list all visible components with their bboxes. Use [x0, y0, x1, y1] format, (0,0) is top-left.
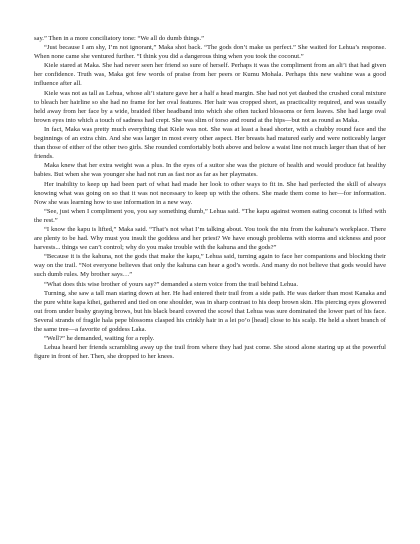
paragraph-9: “I know the kapu is lifted,” Maka said. “That’s not what I’m talking about. You took the niu from the kahuna’s workplace. There are plenty to be had. Why must you insult the goddess and her priest? We have enough problems with storms and sickness and poor harvests... things we can’t control; why do you make trouble with the kahuna and the gods?” — [34, 225, 386, 252]
paragraph-7: Her inability to keep up had been part of what had made her look to other ways to fit in. She had perfected the skill of always knowing what was going on so that it was not necessary to keep up with the others. She made them come to her—for information. Now she was learning how to use information in a new way. — [34, 180, 386, 206]
paragraph-8: “See, just when I compliment you, you say something dumb,” Lehua said. “The kapu against women eating coconut is lifted with the rest.” — [34, 207, 386, 224]
paragraph-2: “Just because I am shy, I’m not ignorant,” Maka shot back. “The gods don’t make us perfect.” She waited for Lehua’s response. When none came she ventured further. “I think you did a dangerous thing when you took the coconut.” — [34, 44, 386, 61]
paragraph-10: “Because it is the kahuna, not the gods that make the kapu,” Lehua said, turning again to face her companions and blocking their way on the trail. “Not everyone believes that only the kahuna can hear a god’s words. And many do not believe that gods would have such dumb rules. My brother says…” — [34, 253, 386, 279]
paragraph-14: Lehua heard her friends scrambling away up the trail from where they had just come. She stood alone staring up at the powerful figure in front of her. Then, she dropped to her knees. — [34, 344, 386, 361]
paragraph-12: Turning, she saw a tall man staring down at her. He had entered their trail from a side path. He was darker than most Kanaka and the pure white kapa kihei, gathered and tied on one shoulder, was in sharp contrast to his deep brown skin. His piercing eyes glowered out from under bushy graying brows, but his black beard covered the scowl that Lehua was sure dominated the lower part of his face. Several strands of fragile hala pepe blossoms clasped his crinkly hair in a lei po’o [head] close to his scalp. He held a short branch of the same tree—a favorite of goddess Laka. — [34, 289, 386, 333]
paragraph-3: Kiele stared at Maka. She had never seen her friend so sure of herself. Perhaps it was the compliment from an ali’i that had given her confidence. Truth was, Maka got few words of praise from her peers or Kumu Mohala. Perhaps this new wahine was a good influence after all. — [34, 62, 386, 88]
paragraph-1: say.” Then in a more conciliatory tone: “We all do dumb things.” — [34, 35, 205, 42]
paragraph-11: “What does this wise brother of yours say?” demanded a stern voice from the trail behind Lehua. — [44, 280, 298, 288]
book-page — [34, 34, 386, 361]
paragraph-4: Kiele was not as tall as Lehua, whose ali’i stature gave her a half a head margin. She had not yet daubed the crushed coral mixture to bleach her hairline so she had no frame for her oval features. Her hair was cropped short, as practicality required, and was usually held away from her face by a wide, braided fiber headband into which she often tucked blossoms or fern leaves. She had large oval brown eyes into which a touch of sadness had crept. She was slim of torso and round at the hips—but not as round as Maka. — [34, 89, 386, 124]
paragraph-5: In fact, Maka was pretty much everything that Kiele was not. She was at least a head shorter, with a chubby round face and the beginnings of an extra chin. And she was larger in most every other aspect. Her breasts had matured early and were noticeably larger than those of either of the other two girls. She rounded comfortably both above and below a waist line not much larger than that of her friends. — [34, 125, 386, 161]
paragraph-6: Maka knew that her extra weight was a plus. In the eyes of a suitor she was the picture of health and would produce fat healthy babies. But when she was younger she had not run as fast nor as far as her playmates. — [34, 162, 386, 179]
paragraph-13: “Well?” he demanded, waiting for a reply. — [44, 335, 155, 343]
